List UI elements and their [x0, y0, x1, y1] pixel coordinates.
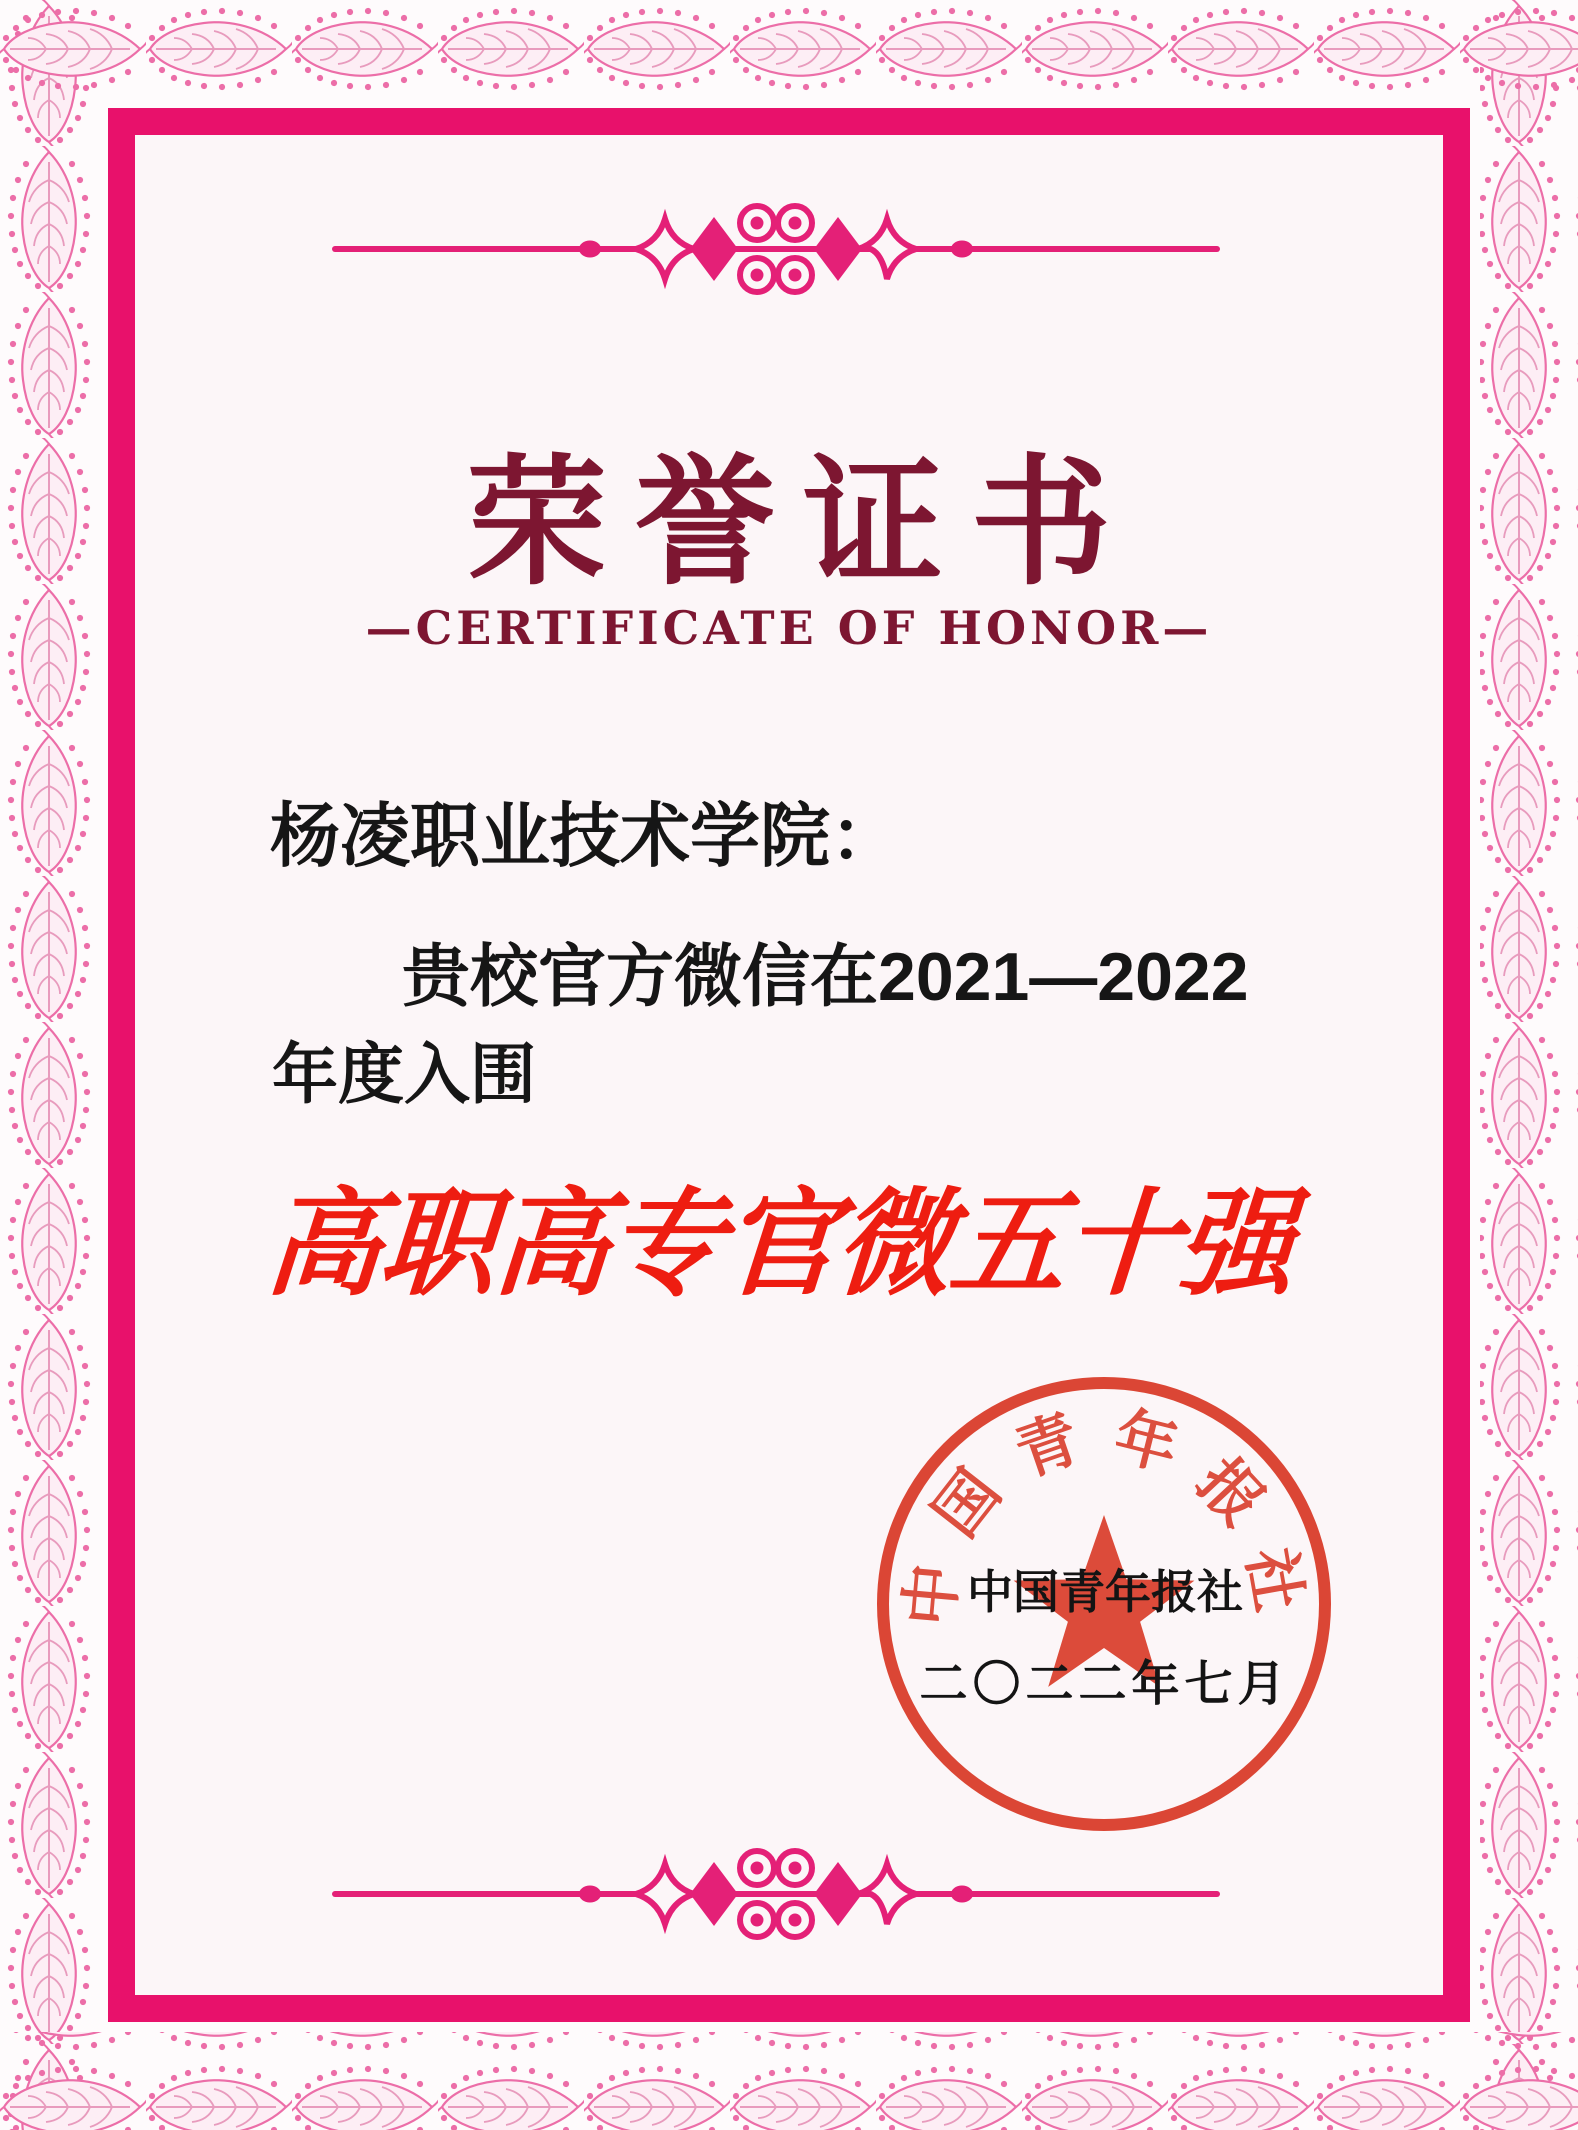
certificate-title: 荣誉证书 — [466, 441, 1139, 605]
lace-border-bottom — [0, 2032, 1578, 2130]
seal-arc-char: 国 — [921, 1458, 1015, 1550]
seal-arc-char: 年 — [1107, 1401, 1185, 1484]
issue-date: 二〇二二年七月 — [919, 1658, 1291, 1711]
seal-arc-char: 青 — [1007, 1404, 1089, 1490]
body-text-line1: 贵校官方微信在2021—2022 — [402, 939, 1249, 1015]
seal-arc-char: 中 — [895, 1561, 970, 1629]
recipient-name: 杨凌职业技术学院： — [270, 797, 900, 875]
issuer-name: 中国青年报社 — [967, 1566, 1243, 1618]
lace-border-right — [1480, 0, 1578, 2130]
lace-border-left — [0, 0, 98, 2130]
seal-arc-char: 报 — [1183, 1446, 1277, 1539]
lace-border-top — [0, 0, 1578, 98]
bottom-ornament-divider — [326, 1832, 1226, 1956]
body-text-line2: 年度入围 — [272, 1037, 536, 1111]
seal-arc-char: 社 — [1234, 1543, 1314, 1617]
certificate-subtitle: —CERTIFICATE OF HONOR— — [365, 601, 1213, 655]
award-title: 高职高专官微五十强 — [261, 1176, 1297, 1312]
top-ornament-divider — [326, 187, 1226, 311]
